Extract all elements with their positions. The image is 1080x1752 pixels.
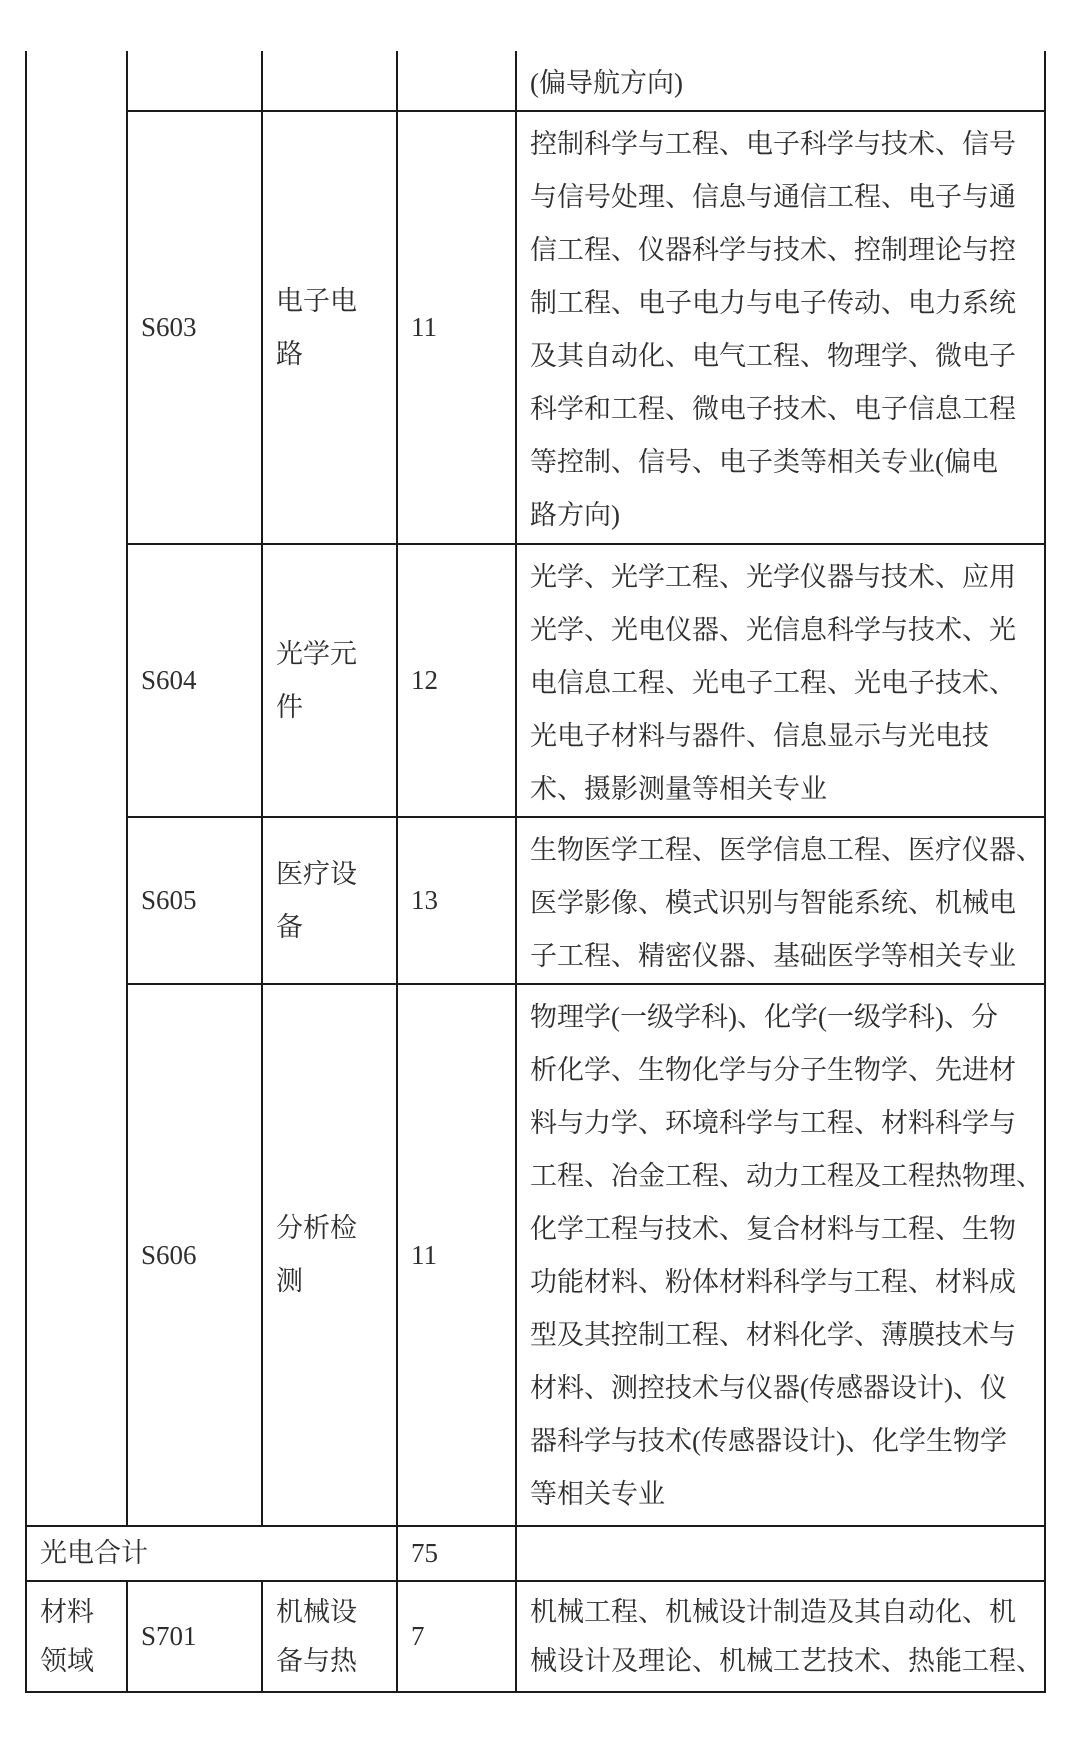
name-cell bbox=[262, 544, 397, 817]
table-row bbox=[26, 984, 1045, 1526]
name-line: 件 bbox=[276, 691, 303, 722]
code-cell: S603 bbox=[127, 111, 262, 544]
majors-line: 机械工程、机械设计制造及其自动化、机 bbox=[530, 1596, 1016, 1627]
code-cell: S605 bbox=[127, 817, 262, 984]
majors-line: 光电子材料与器件、信息显示与光电技 bbox=[530, 721, 989, 751]
majors-line: 科学和工程、微电子技术、电子信息工程 bbox=[530, 394, 1016, 424]
majors-line: 析化学、生物化学与分子生物学、先进材 bbox=[530, 1055, 1016, 1085]
name-line: 测 bbox=[276, 1266, 303, 1296]
code-cell bbox=[127, 51, 262, 111]
majors-line: 料与力学、环境科学与工程、材料科学与 bbox=[530, 1108, 1016, 1138]
code-cell: S606 bbox=[127, 984, 262, 1526]
majors-line: 信工程、仪器科学与技术、控制理论与控 bbox=[530, 235, 1016, 265]
majors-cell bbox=[516, 984, 1045, 1526]
count-cell bbox=[397, 51, 516, 111]
majors-cell bbox=[516, 1581, 1045, 1692]
majors-line: 化学工程与技术、复合材料与工程、生物 bbox=[530, 1214, 1016, 1244]
major-requirements-table bbox=[25, 51, 1046, 1693]
majors-line: (偏导航方向) bbox=[530, 68, 683, 98]
name-line: 备与热 bbox=[276, 1645, 357, 1676]
majors-line: 物理学(一级学科)、化学(一级学科)、分 bbox=[530, 1002, 998, 1032]
name-cell bbox=[262, 817, 397, 984]
majors-line: 与信号处理、信息与通信工程、电子与通 bbox=[530, 182, 1016, 212]
name-line: 分析检 bbox=[276, 1213, 357, 1243]
count-cell: 13 bbox=[397, 817, 516, 984]
majors-line: 光学、光学工程、光学仪器与技术、应用 bbox=[530, 562, 1016, 592]
name-line: 医疗设 bbox=[276, 858, 357, 889]
majors-line: 等控制、信号、电子类等相关专业(偏电 bbox=[530, 447, 998, 477]
majors-cell bbox=[516, 111, 1045, 544]
name-line: 电子电 bbox=[276, 285, 357, 316]
domain-line: 材料 bbox=[40, 1596, 94, 1627]
majors-line: 子工程、精密仪器、基础医学等相关专业 bbox=[530, 941, 1016, 971]
name-cell bbox=[262, 984, 397, 1526]
domain-cell-optoelectronic bbox=[26, 51, 127, 1526]
majors-cell bbox=[516, 51, 1045, 111]
table-row-continuation bbox=[26, 51, 1045, 111]
majors-line: 制工程、电子电力与电子传动、电力系统 bbox=[530, 288, 1016, 318]
name-line: 机械设 bbox=[276, 1596, 357, 1627]
majors-line: 等相关专业 bbox=[530, 1479, 665, 1509]
table-row bbox=[26, 544, 1045, 817]
majors-line: 电信息工程、光电子工程、光电子技术、 bbox=[530, 668, 1016, 698]
majors-line: 光学、光电仪器、光信息科学与技术、光 bbox=[530, 615, 1016, 645]
majors-line: 控制科学与工程、电子科学与技术、信号 bbox=[530, 129, 1016, 159]
table-row bbox=[26, 817, 1045, 984]
domain-line: 领域 bbox=[40, 1645, 94, 1676]
name-cell bbox=[262, 1581, 397, 1692]
subtotal-count: 75 bbox=[397, 1526, 516, 1581]
name-cell bbox=[262, 111, 397, 544]
majors-line: 功能材料、粉体材料科学与工程、材料成 bbox=[530, 1267, 1016, 1297]
majors-cell-empty bbox=[516, 1526, 1045, 1581]
subtotal-label: 光电合计 bbox=[26, 1526, 397, 1581]
majors-line: 工程、冶金工程、动力工程及工程热物理、 bbox=[530, 1161, 1043, 1191]
majors-line: 生物医学工程、医学信息工程、医疗仪器、 bbox=[530, 835, 1043, 865]
name-line: 备 bbox=[276, 911, 303, 942]
code-cell: S701 bbox=[127, 1581, 262, 1692]
name-cell bbox=[262, 51, 397, 111]
majors-cell bbox=[516, 544, 1045, 817]
count-cell: 12 bbox=[397, 544, 516, 817]
majors-line: 医学影像、模式识别与智能系统、机械电 bbox=[530, 888, 1016, 918]
majors-line: 路方向) bbox=[530, 500, 620, 530]
table-row bbox=[26, 111, 1045, 544]
majors-line: 型及其控制工程、材料化学、薄膜技术与 bbox=[530, 1320, 1016, 1350]
domain-cell-materials bbox=[26, 1581, 127, 1692]
table-row bbox=[26, 1581, 1045, 1692]
count-cell: 11 bbox=[397, 111, 516, 544]
majors-line: 器科学与技术(传感器设计)、化学生物学 bbox=[530, 1426, 1007, 1456]
table-row-subtotal bbox=[26, 1526, 1045, 1581]
code-cell: S604 bbox=[127, 544, 262, 817]
majors-line: 术、摄影测量等相关专业 bbox=[530, 774, 827, 804]
name-line: 光学元 bbox=[276, 638, 357, 669]
count-cell: 11 bbox=[397, 984, 516, 1526]
majors-line: 械设计及理论、机械工艺技术、热能工程、 bbox=[530, 1645, 1043, 1676]
name-line: 路 bbox=[276, 338, 303, 369]
majors-cell bbox=[516, 817, 1045, 984]
count-cell: 7 bbox=[397, 1581, 516, 1692]
majors-line: 及其自动化、电气工程、物理学、微电子 bbox=[530, 341, 1016, 371]
majors-line: 材料、测控技术与仪器(传感器设计)、仪 bbox=[530, 1373, 1007, 1403]
